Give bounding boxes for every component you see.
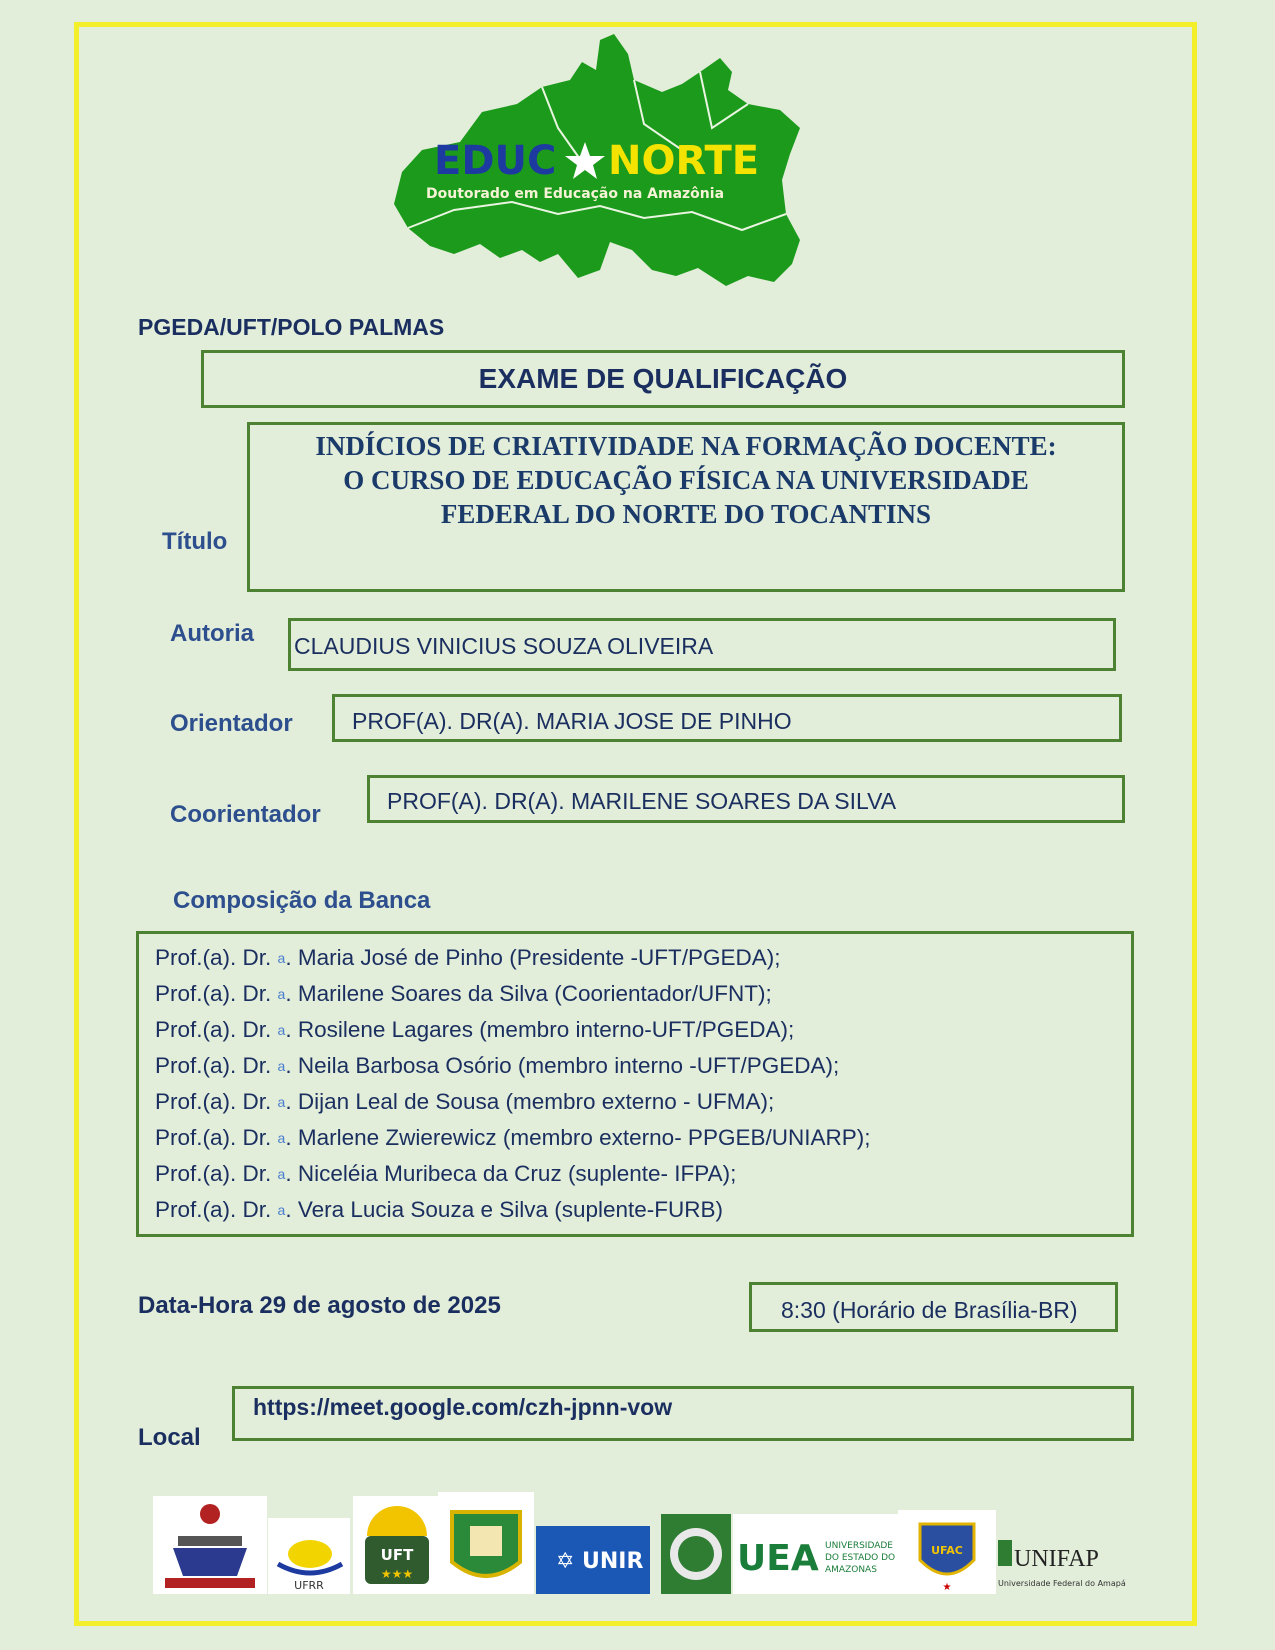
brand-right-text: NORTE: [608, 138, 760, 184]
logo-subtitle: Doutorado em Educação na Amazônia: [426, 186, 725, 202]
autoria-box: [288, 618, 1116, 671]
uft-logo: [353, 1496, 441, 1594]
banca-member: Prof.(a). Dr. $^a$. Dijan Leal de Sousa (membro externo - UFMA);: [155, 1089, 775, 1114]
local-box: [232, 1386, 1134, 1441]
titulo-box: [247, 422, 1125, 592]
svg-text:★: ★: [942, 1582, 952, 1593]
exam-title: EXAME DE QUALIFICAÇÃO: [478, 363, 848, 394]
svg-text:AMAZONAS: AMAZONAS: [825, 1565, 877, 1575]
titulo-line-1: INDÍCIOS DE CRIATIVIDADE NA FORMAÇÃO DOCENTE:: [315, 431, 1057, 461]
orientador-label: Orientador: [170, 710, 293, 737]
svg-text:UNIVERSIDADE: UNIVERSIDADE: [825, 1541, 893, 1551]
banca-label: Composição da Banca: [173, 887, 431, 914]
svg-text:✡: ✡: [556, 1549, 575, 1574]
banca-box: [136, 931, 1134, 1237]
coorientador-box: [367, 775, 1125, 823]
svg-text:UFT: UFT: [380, 1546, 414, 1564]
banca-member: Prof.(a). Dr. $^a$. Maria José de Pinho (Presidente -UFT/PGEDA);: [155, 945, 781, 970]
banca-member: Prof.(a). Dr. $^a$. Marlene Zwierewicz (membro externo- PPGEB/UNIARP);: [155, 1125, 871, 1150]
program-name: PGEDA/UFT/POLO PALMAS: [138, 314, 445, 340]
educ-norte-logo: [382, 32, 842, 302]
time-box: [749, 1282, 1118, 1332]
ufac-logo: [898, 1510, 996, 1594]
uea-logo: [733, 1514, 899, 1594]
ufpa-logo: [153, 1496, 267, 1594]
svg-text:DO ESTADO DO: DO ESTADO DO: [825, 1553, 896, 1563]
ufrr-logo: [268, 1496, 350, 1594]
ufpe-logo: [661, 1514, 731, 1594]
exam-title-box: [201, 350, 1125, 408]
meet-link[interactable]: https://meet.google.com/czh-jpnn-vow: [253, 1394, 673, 1420]
svg-text:UNIR: UNIR: [582, 1549, 644, 1574]
data-hora-label: Data-Hora 29 de agosto de 2025: [138, 1292, 501, 1319]
svg-text:UFRR: UFRR: [294, 1579, 324, 1592]
unifap-logo: [996, 1526, 1126, 1594]
svg-text:UNIFAP: UNIFAP: [1014, 1546, 1099, 1572]
autoria-label: Autoria: [170, 620, 254, 647]
banca-member: Prof.(a). Dr. $^a$. Niceléia Muribeca da Cruz (suplente- IFPA);: [155, 1161, 737, 1186]
banca-member: Prof.(a). Dr. $^a$. Marilene Soares da Silva (Coorientador/UFNT);: [155, 981, 772, 1006]
svg-text:UFAC: UFAC: [931, 1544, 963, 1557]
uft-crest-logo: [438, 1492, 534, 1594]
banca-member: Prof.(a). Dr. $^a$. Rosilene Lagares (membro interno-UFT/PGEDA);: [155, 1017, 795, 1042]
coorientador-value: PROF(A). DR(A). MARILENE SOARES DA SILVA: [387, 788, 897, 814]
svg-text:Universidade Federal do Amapá: Universidade Federal do Amapá: [998, 1579, 1126, 1588]
svg-text:UEA: UEA: [737, 1538, 819, 1579]
svg-text:★★★: ★★★: [380, 1567, 414, 1581]
autoria-value: CLAUDIUS VINICIUS SOUZA OLIVEIRA: [294, 633, 714, 659]
orientador-value: PROF(A). DR(A). MARIA JOSE DE PINHO: [352, 708, 792, 734]
banca-member: Prof.(a). Dr. $^a$. Vera Lucia Souza e Silva (suplente-FURB): [155, 1197, 724, 1222]
titulo-line-2: O CURSO DE EDUCAÇÃO FÍSICA NA UNIVERSIDADE: [343, 465, 1029, 495]
coorientador-label: Coorientador: [170, 801, 321, 828]
titulo-line-3: FEDERAL DO NORTE DO TOCANTINS: [440, 499, 932, 529]
brand-left-text: EDUC: [434, 138, 557, 184]
titulo-label: Título: [162, 528, 228, 555]
local-label: Local: [138, 1424, 201, 1451]
banca-member: Prof.(a). Dr. $^a$. Neila Barbosa Osório (membro interno -UFT/PGEDA);: [155, 1053, 840, 1078]
orientador-box: [332, 694, 1122, 742]
time-value: 8:30 (Horário de Brasília-BR): [781, 1297, 1078, 1323]
unir-logo: [536, 1526, 650, 1594]
